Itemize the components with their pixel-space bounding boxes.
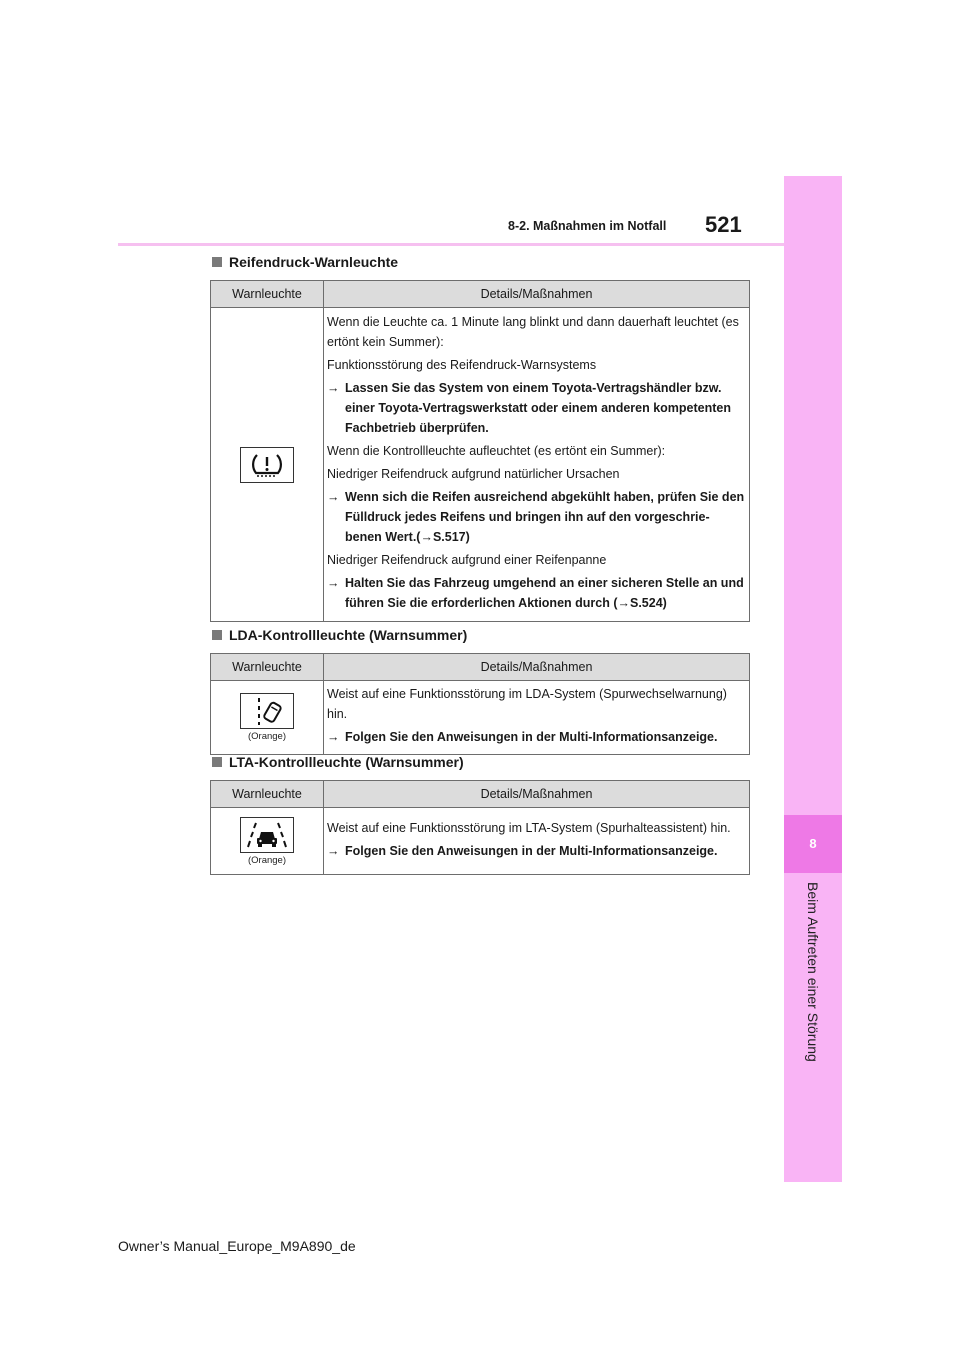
tire-pressure-warning-icon — [240, 447, 294, 483]
lane-departure-alert-icon — [240, 693, 294, 729]
bullet-square — [212, 257, 222, 267]
warning-table-lta — [210, 780, 750, 875]
details-cell — [324, 308, 750, 622]
detail-action: → Halten Sie das Fahrzeug umgehend an einer sicheren Stelle an und führen Sie die erforderlichen Aktionen durch (→S.524) — [327, 573, 745, 613]
warning-icon-cell — [211, 681, 324, 755]
detail-action: → Folgen Sie den Anweisungen in der Multi-Informationsanzeige. — [327, 841, 745, 861]
section-title: 8-2. Maßnahmen im Notfall — [508, 219, 667, 233]
bullet-square — [212, 630, 222, 640]
detail-action: → Wenn sich die Reifen ausreichend abgekühlt haben, prüfen Sie den Fülldruck jedes Reifens und bringen ihn auf den vorgeschrie-benen Wert.(→S.517) — [327, 487, 745, 547]
detail-text: Weist auf eine Funktionsstörung im LTA-System (Spurhalteassistent) hin. — [327, 820, 731, 835]
arrow-icon: → — [327, 576, 340, 590]
column-header-details: Details/Maßnahmen — [324, 654, 750, 681]
arrow-icon: → — [327, 730, 340, 744]
column-header-details: Details/Maßnahmen — [324, 281, 750, 308]
warning-table-lda — [210, 653, 750, 755]
section-heading-lda: LDA-Kontrollleuchte (Warnsummer) — [212, 627, 467, 643]
lane-tracing-assist-icon — [240, 817, 294, 853]
detail-action: → Lassen Sie das System von einem Toyota-Vertragshändler bzw. einer Toyota-Vertragswerkstatt oder einem anderen kompetenten Fachbetrieb überprüfen. — [327, 378, 745, 438]
bullet-square — [212, 757, 222, 767]
footer-manual-id: Owner’s Manual_Europe_M9A890_de — [118, 1238, 356, 1254]
header-rule — [118, 243, 784, 246]
chapter-title-vertical: Beim Auftreten einer Störung — [805, 882, 821, 1062]
warning-icon-cell — [211, 808, 324, 875]
detail-text: Wenn die Leuchte ca. 1 Minute lang blinkt und dann dauerhaft leuchtet (es ertönt kein Summer): — [327, 315, 739, 349]
section-heading-tpws: Reifendruck-Warnleuchte — [212, 254, 398, 270]
column-header-warnleuchte: Warnleuchte — [211, 781, 324, 808]
section-heading-lta: LTA-Kontrollleuchte (Warnsummer) — [212, 754, 464, 770]
icon-caption: (Orange) — [247, 854, 286, 866]
detail-text: Wenn die Kontrollleuchte aufleuchtet (es ertönt ein Summer): — [327, 444, 666, 458]
page-number: 521 — [705, 212, 742, 237]
detail-text: Funktionsstörung des Reifendruck-Warnsystems — [327, 358, 597, 372]
warning-table-tpws — [210, 280, 750, 622]
column-header-warnleuchte: Warnleuchte — [211, 281, 324, 308]
detail-action: → Folgen Sie den Anweisungen in der Multi-Informationsanzeige. — [327, 727, 745, 747]
arrow-icon: → — [327, 490, 340, 504]
column-header-warnleuchte: Warnleuchte — [211, 654, 324, 681]
chapter-number: 8 — [809, 836, 817, 851]
detail-text: Weist auf eine Funktionsstörung im LDA-System (Spurwechselwarnung) hin. — [327, 687, 727, 721]
detail-text: Niedriger Reifendruck aufgrund natürlicher Ursachen — [327, 467, 620, 481]
arrow-icon: → — [327, 381, 340, 395]
warning-icon-cell — [211, 308, 324, 622]
detail-text: Niedriger Reifendruck aufgrund einer Reifenpanne — [327, 553, 607, 567]
details-cell — [324, 808, 750, 875]
column-header-details: Details/Maßnahmen — [324, 781, 750, 808]
details-cell — [324, 681, 750, 755]
arrow-icon: → — [327, 843, 340, 858]
icon-caption: (Orange) — [247, 731, 286, 742]
